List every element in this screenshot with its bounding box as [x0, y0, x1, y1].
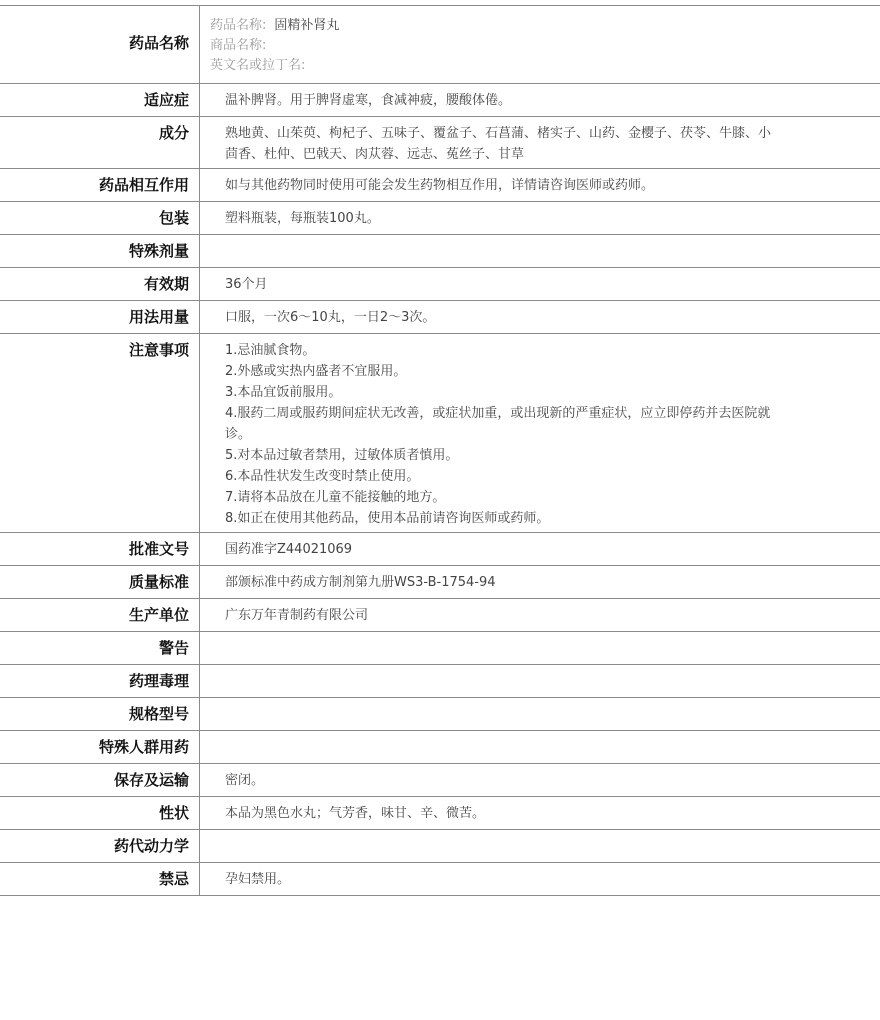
precaution-item: 2.外感或实热内盛者不宜服用。 [225, 364, 407, 379]
row-toxicology [0, 665, 880, 698]
row-label: 性状 [0, 797, 200, 829]
row-label: 规格型号 [0, 698, 200, 730]
row-value: 密闭。 [225, 773, 265, 788]
row-drug-name [0, 6, 880, 84]
drug-info-table [0, 5, 880, 896]
precautions-list [200, 334, 880, 532]
row-label: 药理毒理 [0, 665, 200, 697]
row-manufacturer [0, 599, 880, 632]
row-pharmacokinetics [0, 830, 880, 863]
row-value [200, 665, 880, 697]
row-label: 注意事项 [0, 334, 200, 532]
row-value: 熟地黄、山茱萸、枸杞子、五味子、覆盆子、石菖蒲、楮实子、山药、金樱子、茯苓、牛膝、小茴香、杜仲、巴戟天、肉苁蓉、远志、菟丝子、甘草 [225, 126, 772, 162]
precaution-item: 8.如正在使用其他药品，使用本品前请咨询医师或药师。 [225, 511, 550, 526]
row-dosage [0, 301, 880, 334]
row-interactions [0, 169, 880, 202]
row-precautions [0, 334, 880, 533]
row-label: 特殊人群用药 [0, 731, 200, 763]
row-label: 药代动力学 [0, 830, 200, 862]
row-value: 部颁标准中药成方制剂第九册WS3-B-1754-94 [225, 575, 496, 590]
row-contraindications [0, 863, 880, 896]
drug-name-value: 固精补肾丸 [274, 18, 340, 33]
row-warning [0, 632, 880, 665]
trade-name-label: 商品名称: [210, 38, 267, 53]
row-label: 保存及运输 [0, 764, 200, 796]
row-ingredients [0, 117, 880, 169]
row-label: 药品名称 [0, 6, 200, 83]
row-value [200, 731, 880, 763]
row-label: 生产单位 [0, 599, 200, 631]
row-label: 禁忌 [0, 863, 200, 895]
precaution-item: 6.本品性状发生改变时禁止使用。 [225, 469, 420, 484]
drug-name-label: 药品名称: [210, 18, 267, 33]
row-value: 如与其他药物同时使用可能会发生药物相互作用，详情请咨询医师或药师。 [225, 178, 655, 193]
row-value: 塑料瓶装，每瓶装100丸。 [225, 211, 380, 226]
row-special-dose [0, 235, 880, 268]
english-name-label: 英文名或拉丁名: [210, 58, 306, 73]
row-appearance [0, 797, 880, 830]
row-value: 口服，一次6～10丸，一日2～3次。 [225, 310, 436, 325]
row-storage [0, 764, 880, 797]
row-value [200, 235, 880, 267]
row-approval [0, 533, 880, 566]
row-label: 特殊剂量 [0, 235, 200, 267]
row-indication [0, 84, 880, 117]
precaution-item: 3.本品宜饭前服用。 [225, 385, 342, 400]
row-special-groups [0, 731, 880, 764]
row-value: 36个月 [225, 277, 268, 292]
row-label: 有效期 [0, 268, 200, 300]
row-label: 用法用量 [0, 301, 200, 333]
row-value: 广东万年青制药有限公司 [225, 608, 369, 623]
row-value [200, 632, 880, 664]
precaution-item: 1.忌油腻食物。 [225, 343, 316, 358]
row-value [200, 698, 880, 730]
precaution-item: 4.服药二周或服药期间症状无改善，或症状加重，或出现新的严重症状，应立即停药并去医院就诊。 [225, 406, 771, 442]
row-value: 本品为黑色水丸；气芳香，味甘、辛、微苦。 [225, 806, 486, 821]
row-value [200, 830, 880, 862]
row-label: 适应症 [0, 84, 200, 116]
row-standard [0, 566, 880, 599]
row-label: 成分 [0, 117, 200, 168]
row-spec [0, 698, 880, 731]
row-value: 孕妇禁用。 [225, 872, 291, 887]
precaution-item: 7.请将本品放在儿童不能接触的地方。 [225, 490, 446, 505]
row-label: 质量标准 [0, 566, 200, 598]
row-expiry [0, 268, 880, 301]
row-value: 国药准字Z44021069 [225, 542, 353, 557]
drug-name-line [210, 16, 870, 36]
row-value: 温补脾肾。用于脾肾虚寒，食减神疲，腰酸体倦。 [225, 93, 512, 108]
precaution-item: 5.对本品过敏者禁用，过敏体质者慎用。 [225, 448, 459, 463]
row-label: 药品相互作用 [0, 169, 200, 201]
row-packaging [0, 202, 880, 235]
row-label: 包装 [0, 202, 200, 234]
row-label: 警告 [0, 632, 200, 664]
row-label: 批准文号 [0, 533, 200, 565]
drug-name-block [200, 6, 880, 83]
